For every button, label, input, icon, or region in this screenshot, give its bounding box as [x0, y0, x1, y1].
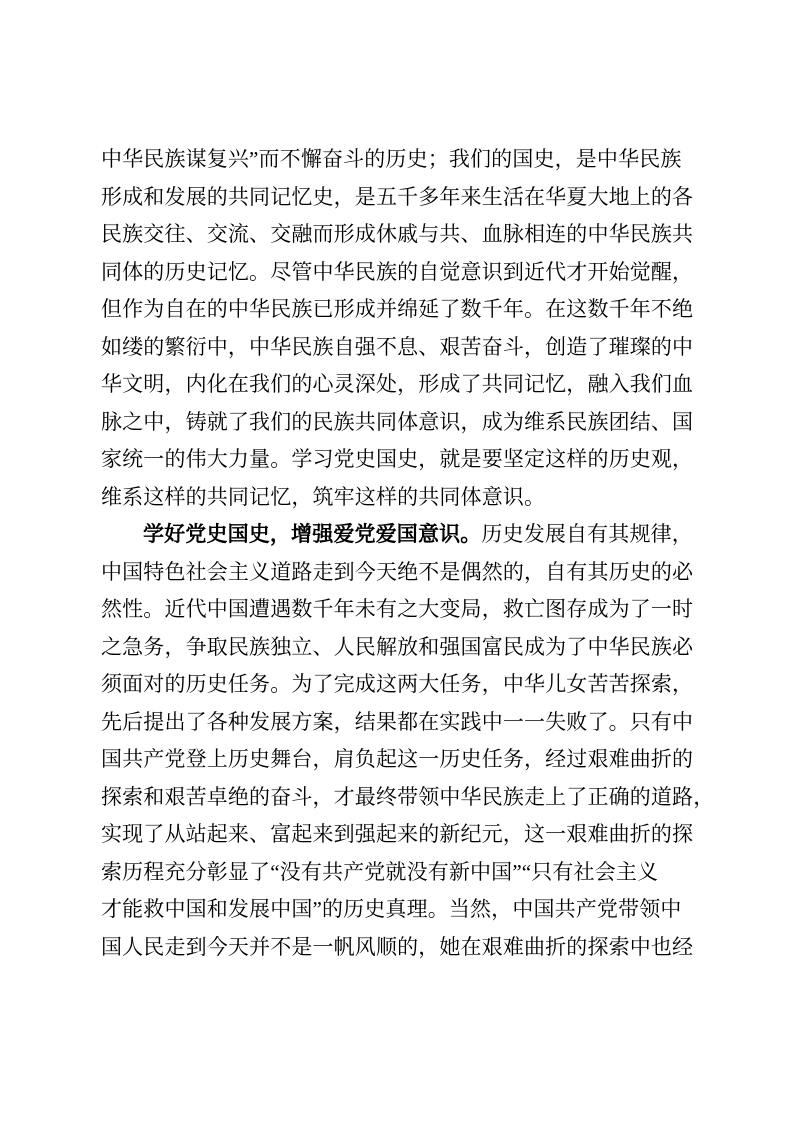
text-line: 但作为自在的中华民族已形成并绵延了数千年。在这数千年不绝: [101, 297, 694, 321]
text-line: 维系这样的共同记忆，筑牢这样的共同体意识。: [101, 484, 546, 509]
text-line: 中华民族谋复兴”而不懈奋斗的历史；我们的国史，是中华民族: [101, 147, 682, 171]
text-line: 之急务，争取民族独立、人民解放和强国富民成为了中华民族必: [101, 634, 694, 659]
text-line: 先后提出了各种发展方案，结果都在实践中一一失败了。只有中: [101, 709, 694, 734]
text-line: 索历程充分彰显了“没有共产党就没有新中国”“只有社会主义: [101, 859, 659, 884]
text-content: [101, 141, 715, 966]
text-line: 华文明，内化在我们的心灵深处，形成了共同记忆，融入我们血: [101, 372, 694, 396]
text-line: 民族交往、交流、交融而形成休戚与共、血脉相连的中华民族共: [101, 222, 694, 246]
text-line: 国人民走到今天并不是一帆风顺的，她在艰难曲折的探索中也经: [101, 934, 694, 959]
text-line: 实现了从站起来、富起来到强起来的新纪元，这一艰难曲折的探: [101, 822, 694, 846]
text-line: 须面对的历史任务。为了完成这两大任务，中华儿女苦苦探索，: [101, 672, 694, 696]
text-line: 家统一的伟大力量。学习党史国史，就是要坚定这样的历史观，: [101, 447, 694, 471]
text-line: 形成和发展的共同记忆史，是五千多年来生活在华夏大地上的各: [101, 184, 694, 209]
paragraph-2: [101, 516, 715, 966]
text-line: 同体的历史记忆。尽管中华民族的自觉意识到近代才开始觉醒，: [101, 259, 694, 284]
text-line: 国共产党登上历史舞台，肩负起这一历史任务，经过艰难曲折的: [101, 747, 694, 771]
paragraph-1: [101, 141, 695, 516]
lead-rest-text: 历史发展自有其规律，: [481, 522, 693, 546]
bold-lead-sentence: 学好党史国史，增强爱党爱国意识。: [143, 523, 482, 546]
text-line: 才能救中国和发展中国”的历史真理。当然，中国共产党带领中: [101, 897, 682, 921]
text-line: 中国特色社会主义道路走到今天绝不是偶然的，自有其历史的必: [101, 559, 694, 584]
text-line: 然性。近代中国遭遇数千年未有之大变局，救亡图存成为了一时: [101, 597, 694, 621]
text-line: 脉之中，铸就了我们的民族共同体意识，成为维系民族团结、国: [101, 409, 694, 434]
text-line-with-bold-lead: [101, 516, 695, 554]
text-line: 探索和艰苦卓绝的奋斗，才最终带领中华民族走上了正确的道路，: [101, 784, 715, 809]
text-line: 如缕的繁衍中，中华民族自强不息、艰苦奋斗，创造了璀璨的中: [101, 334, 694, 359]
